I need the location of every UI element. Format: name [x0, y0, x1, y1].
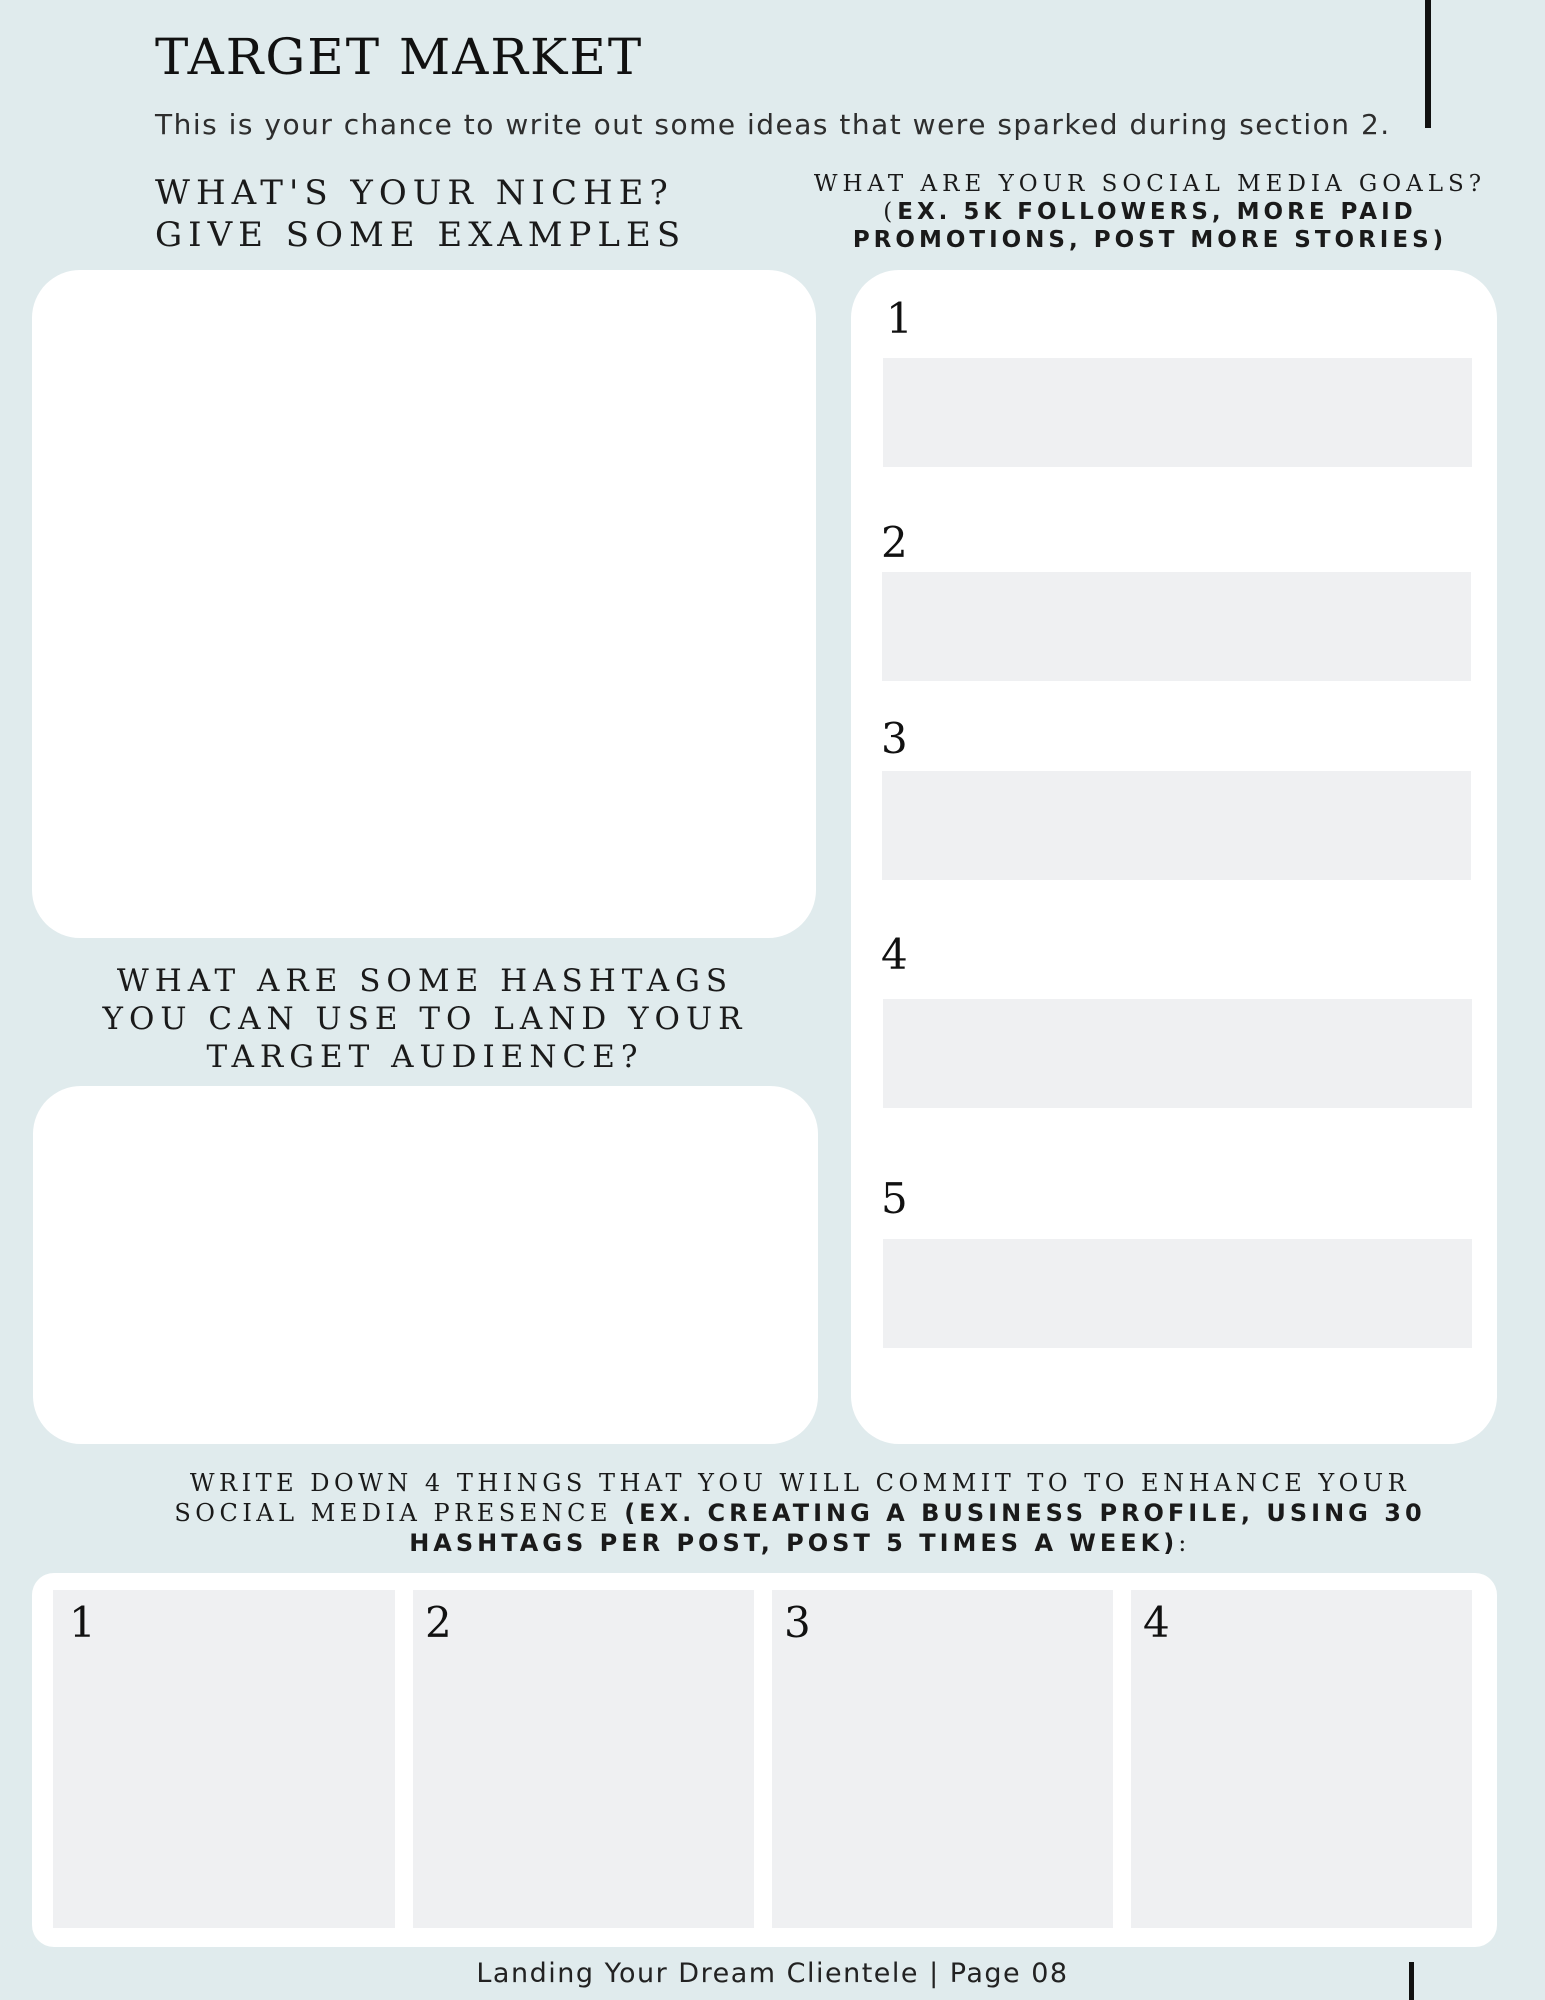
goals-heading [800, 170, 1500, 254]
commit-number-2: 2 [425, 1598, 452, 1647]
goal-number-2: 2 [881, 518, 908, 567]
commit-field-4[interactable] [1131, 1590, 1472, 1928]
decorative-vertical-line-top [1425, 0, 1431, 128]
goals-panel [851, 270, 1497, 1444]
niche-answer-box[interactable] [32, 270, 816, 938]
goals-heading-light: WHAT ARE YOUR SOCIAL MEDIA GOALS? ( [813, 171, 1487, 225]
page-subtitle: This is your chance to write out some ideas that were sparked during section 2. [155, 108, 1391, 141]
goal-field-4[interactable] [883, 999, 1472, 1108]
commit-number-1: 1 [69, 1598, 96, 1647]
goal-number-1: 1 [886, 294, 913, 343]
commit-heading-end: : [1178, 1529, 1191, 1557]
niche-heading: WHAT'S YOUR NICHE?GIVE SOME EXAMPLES [155, 173, 687, 255]
page-footer: Landing Your Dream Clientele | Page 08 [476, 1958, 1069, 1989]
goal-field-1[interactable] [883, 358, 1472, 467]
goal-field-5[interactable] [883, 1239, 1472, 1348]
commit-heading [170, 1468, 1430, 1558]
goal-number-5: 5 [881, 1174, 908, 1223]
hashtags-heading: WHAT ARE SOME HASHTAGS YOU CAN USE TO LAND YOUR TARGET AUDIENCE? [102, 963, 748, 1075]
commit-heading-light: WRITE DOWN 4 THINGS THAT YOU WILL COMMIT TO TO ENHANCE YOUR SOCIAL MEDIA PRESENCE [174, 1469, 1411, 1527]
commit-field-1[interactable] [53, 1590, 395, 1928]
commit-field-2[interactable] [413, 1590, 754, 1928]
commit-number-3: 3 [784, 1598, 811, 1647]
goal-field-2[interactable] [882, 572, 1471, 681]
hashtags-answer-box[interactable] [33, 1086, 818, 1444]
goal-number-3: 3 [881, 714, 908, 763]
commit-panel [32, 1573, 1497, 1947]
goals-heading-bold: EX. 5K FOLLOWERS, MORE PAID PROMOTIONS, POST MORE STORIES) [852, 199, 1448, 253]
goal-number-4: 4 [881, 930, 908, 979]
page-title: TARGET MARKET [155, 28, 644, 86]
commit-field-3[interactable] [772, 1590, 1113, 1928]
commit-heading-bold: (EX. CREATING A BUSINESS PROFILE, USING 30 HASHTAGS PER POST, POST 5 TIMES A WEEK) [409, 1499, 1426, 1557]
goal-field-3[interactable] [882, 771, 1471, 880]
commit-number-4: 4 [1143, 1598, 1170, 1647]
